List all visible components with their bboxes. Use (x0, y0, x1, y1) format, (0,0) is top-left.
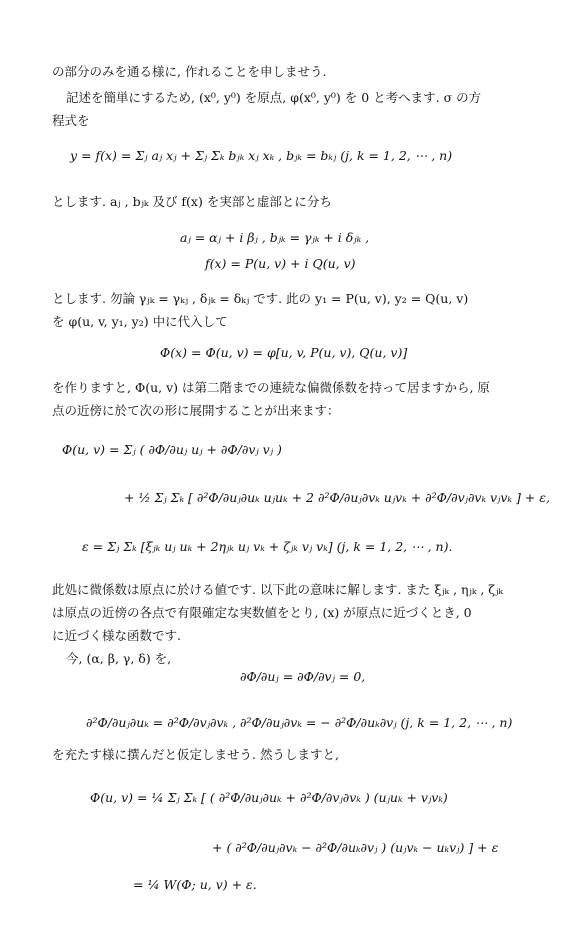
paragraph-6-line-2: は原点の近傍の各点で有限確定な実数値をとり, (x) が原点に近づくとき, 0 (52, 605, 472, 620)
equation-2a: aⱼ = αⱼ + i βⱼ , bⱼₖ = γⱼₖ + i δⱼₖ , (180, 230, 370, 245)
equation-7: ∂²Φ/∂uⱼ∂uₖ = ∂²Φ/∂vⱼ∂vₖ , ∂²Φ/∂uⱼ∂vₖ = − ∂²Φ/∂uₖ∂vⱼ (j, k = 1, 2, ⋯ , n) (86, 715, 513, 730)
equation-3: Φ(x) = Φ(u, v) = φ[u, v, P(u, v), Q(u, v)] (160, 345, 408, 360)
paragraph-4-line-2: を φ(u, v, y₁, y₂) 中に代入して (52, 314, 228, 329)
equation-4b: + ½ Σⱼ Σₖ [ ∂²Φ/∂uⱼ∂uₖ uⱼuₖ + 2 ∂²Φ/∂uⱼ∂vₖ uⱼvₖ + ∂²Φ/∂vⱼ∂vₖ vⱼvₖ ] + ε, (124, 490, 550, 505)
equation-6: ∂Φ/∂uⱼ = ∂Φ/∂vⱼ = 0, (240, 669, 366, 684)
equation-8a: Φ(u, v) = ¼ Σⱼ Σₖ [ ( ∂²Φ/∂uⱼ∂uₖ + ∂²Φ/∂vⱼ∂vₖ ) (uⱼuₖ + vⱼvₖ) (90, 790, 448, 805)
paragraph-2-line-1: 記述を簡単にするため, (x⁰, y⁰) を原点, φ(x⁰, y⁰) を 0 と考へます. σ の方 (66, 90, 482, 105)
paragraph-4-line-1: とします. 勿論 γⱼₖ = γₖⱼ , δⱼₖ = δₖⱼ です. 此の y₁ = P(u, v), y₂ = Q(u, v) (52, 291, 469, 306)
equation-8c: = ¼ W(Φ; u, v) + ε. (133, 877, 257, 892)
paragraph-6-line-1: 此処に微係数は原点に於ける値です. 以下此の意味に解します. また ξⱼₖ , ηⱼₖ , ζⱼₖ (52, 582, 503, 597)
paragraph-6-line-3: に近づく様な函数です. (52, 628, 181, 643)
paragraph-1: の部分のみを通る様に, 作れることを申しませう. (52, 64, 327, 79)
equation-8b: + ( ∂²Φ/∂uⱼ∂vₖ − ∂²Φ/∂uₖ∂vⱼ ) (uⱼvₖ − uₖvⱼ) ] + ε (212, 840, 499, 855)
paragraph-8: を充たす様に撰んだと仮定しませう. 然うしますと, (52, 747, 339, 762)
paragraph-7: 今, (α, β, γ, δ) を, (66, 651, 172, 666)
equation-5: ε = Σⱼ Σₖ [ξⱼₖ uⱼ uₖ + 2ηⱼₖ uⱼ vₖ + ζⱼₖ vⱼ vₖ] (j, k = 1, 2, ⋯ , n). (82, 539, 453, 554)
paragraph-5-line-1: を作りますと, Φ(u, v) は第二階までの連続な偏微係数を持って居ますから, 原 (52, 380, 490, 395)
equation-1: y = f(x) = Σⱼ aⱼ xⱼ + Σⱼ Σₖ bⱼₖ xⱼ xₖ , bⱼₖ = bₖⱼ (j, k = 1, 2, ⋯ , n) (70, 148, 453, 163)
paragraph-2-line-2: 程式を (52, 113, 90, 128)
paragraph-3: とします. aⱼ , bⱼₖ 及び f(x) を実部と虚部とに分ち (52, 194, 332, 209)
paragraph-5-line-2: 点の近傍に於て次の形に展開することが出来ます： (52, 403, 340, 418)
equation-2b: f(x) = P(u, v) + i Q(u, v) (205, 256, 356, 271)
equation-4a: Φ(u, v) = Σⱼ ( ∂Φ/∂uⱼ uⱼ + ∂Φ/∂vⱼ vⱼ ) (62, 442, 282, 457)
